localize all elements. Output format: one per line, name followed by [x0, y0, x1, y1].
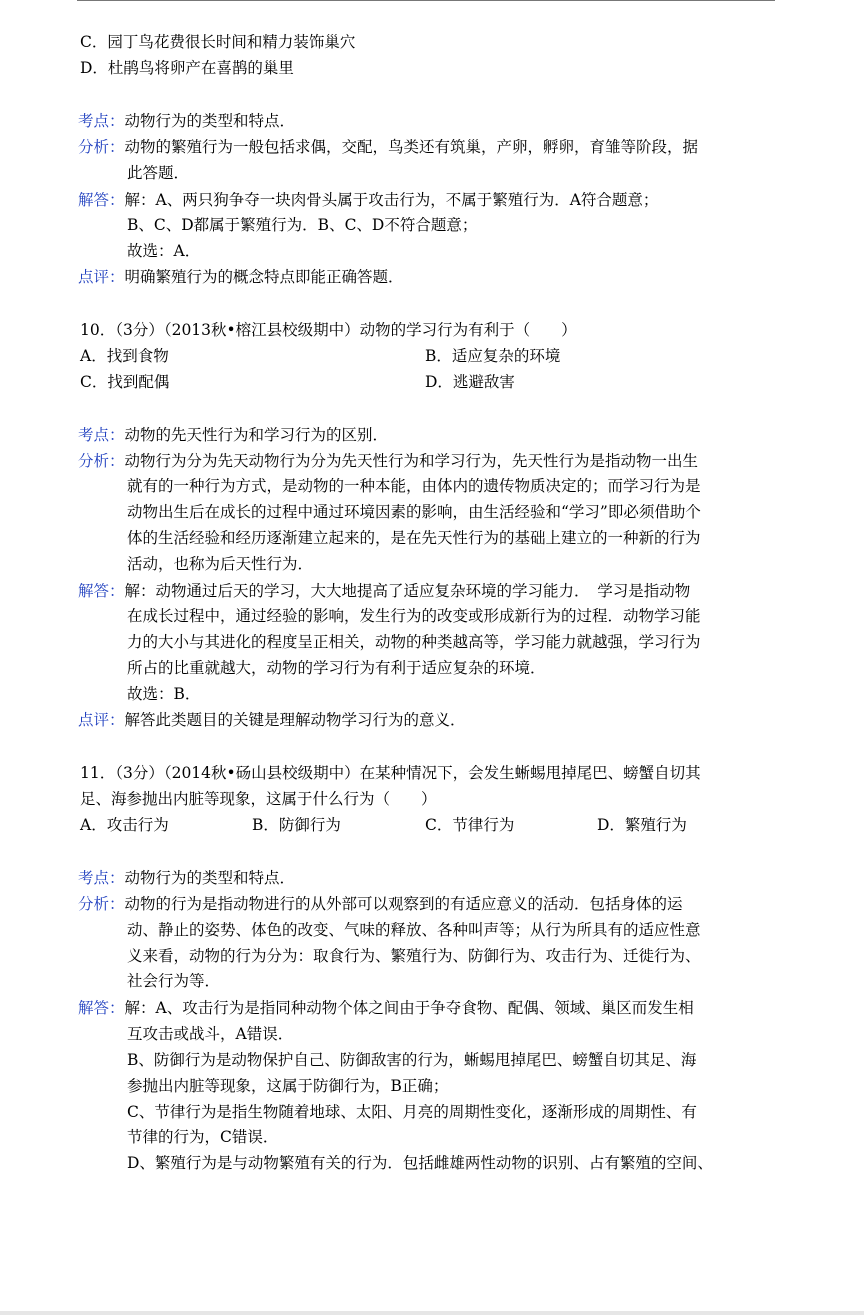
q9-jieda-line-2: B、C、D都属于繁殖行为．B、C、D不符合题意； [127, 216, 478, 234]
fenxi-label: 分析： [78, 452, 125, 470]
q9-jieda [78, 190, 658, 210]
kaodian-label: 考点： [78, 426, 125, 444]
q10-kaodian-text: 动物的先天性行为和学习行为的区别． [124, 426, 389, 444]
q9-jieda-line-3: 故选：A． [127, 242, 201, 260]
q11-jieda-line-5: C、节律行为是指生物随着地球、太阳、月亮的周期性变化，逐渐形成的周期性、有 [127, 1103, 697, 1121]
dianping-label: 点评： [78, 711, 125, 729]
q11-option-b: B．防御行为 [252, 816, 341, 834]
q11-jieda-line-1: 解：A、攻击行为是指同种动物个体之间由于争夺食物、配偶、领域、巢区而发生相 [124, 999, 694, 1017]
q10-fenxi-line-5: 活动，也称为后天性行为． [127, 555, 314, 573]
jieda-label: 解答： [78, 191, 125, 209]
q11-stem-line-1: 11．（3分）（2014秋•砀山县校级期中）在某种情况下，会发生蜥蜴甩掉尾巴、螃蟹自切其 [80, 764, 701, 782]
q9-fenxi-line-1: 动物的繁殖行为一般包括求偶，交配，鸟类还有筑巢，产卵，孵卵，育雏等阶段，据 [124, 138, 699, 156]
q11-fenxi-line-1: 动物的行为是指动物进行的从外部可以观察到的有适应意义的活动．包括身体的运 [124, 895, 683, 913]
q11-option-d: D．繁殖行为 [597, 816, 687, 834]
fenxi-label: 分析： [78, 138, 125, 156]
q9-kaodian-text: 动物行为的类型和特点． [124, 112, 296, 130]
q11-jieda-line-2: 互攻击或战斗，A错误． [127, 1025, 294, 1043]
q10-fenxi-line-2: 就有的一种行为方式，是动物的一种本能，由体内的遗传物质决定的；而学习行为是 [127, 477, 701, 495]
q10-fenxi-line-3: 动物出生后在成长的过程中通过环境因素的影响，由生活经验和“学习”即必须借助个 [127, 503, 701, 521]
q11-fenxi-line-4: 社会行为等． [127, 972, 221, 990]
dianping-label: 点评： [78, 268, 125, 286]
q10-jieda-line-1: 解：动物通过后天的学习，大大地提高了适应复杂环境的学习能力． 学习是指动物 [124, 582, 691, 600]
q11-jieda-line-4: 参抛出内脏等现象，这属于防御行为，B正确； [127, 1077, 449, 1095]
q11-jieda-line-7: D、繁殖行为是与动物繁殖有关的行为．包括雌雄两性动物的识别、占有繁殖的空间、 [127, 1154, 713, 1172]
q9-fenxi [78, 137, 698, 157]
q11-fenxi-line-3: 义来看，动物的行为分为：取食行为、繁殖行为、防御行为、攻击行为、迁徙行为、 [127, 947, 701, 965]
q10-option-a: A．找到食物 [80, 347, 169, 365]
q9-option-c: C．园丁鸟花费很长时间和精力装饰巢穴 [80, 33, 356, 51]
q10-dianping-text: 解答此类题目的关键是理解动物学习行为的意义． [124, 711, 466, 729]
q10-option-b: B．适应复杂的环境 [425, 347, 561, 365]
page-bottom-edge [0, 1311, 864, 1315]
q9-fenxi-line-2: 此答题． [127, 164, 190, 182]
q10-option-d: D．逃避敌害 [425, 373, 515, 391]
q10-fenxi-line-1: 动物行为分为先天动物行为分为先天性行为和学习行为，先天性行为是指动物一出生 [124, 452, 699, 470]
q11-option-c: C．节律行为 [425, 816, 515, 834]
q10-stem: 10．（3分）（2013秋•榕江县校级期中）动物的学习行为有利于（ ） [80, 321, 577, 339]
q10-fenxi [78, 451, 698, 471]
q10-dianping [78, 710, 466, 730]
q11-kaodian [78, 868, 295, 888]
q10-fenxi-line-4: 体的生活经验和经历逐渐建立起来的，是在先天性行为的基础上建立的一种新的行为 [127, 529, 701, 547]
q11-fenxi [78, 894, 683, 914]
q11-fenxi-line-2: 动、静止的姿势、体色的改变、气味的释放、各种叫声等；从行为所具有的适应性意 [127, 921, 701, 939]
jieda-label: 解答： [78, 999, 125, 1017]
q9-dianping-text: 明确繁殖行为的概念特点即能正确答题． [124, 268, 404, 286]
kaodian-label: 考点： [78, 869, 125, 887]
fenxi-label: 分析： [78, 895, 125, 913]
q9-option-d: D．杜鹃鸟将卵产在喜鹊的巢里 [80, 59, 294, 77]
kaodian-label: 考点： [78, 112, 125, 130]
q10-jieda-line-4: 所占的比重就越大，动物的学习行为有利于适应复杂的环境． [127, 659, 546, 677]
q10-jieda-line-5: 故选：B． [127, 685, 201, 703]
q10-option-c: C．找到配偶 [80, 373, 170, 391]
q9-jieda-line-1: 解：A、两只狗争夺一块肉骨头属于攻击行为，不属于繁殖行为．A符合题意； [124, 191, 659, 209]
jieda-label: 解答： [78, 582, 125, 600]
q11-option-a: A．攻击行为 [80, 816, 169, 834]
q11-stem-line-2: 足、海参抛出内脏等现象，这属于什么行为（ ） [80, 790, 437, 808]
q11-jieda-line-3: B、防御行为是动物保护自己、防御敌害的行为，蜥蜴甩掉尾巴、螃蟹自切其足、海 [127, 1051, 697, 1069]
q10-jieda [78, 581, 690, 601]
q11-jieda-line-6: 节律的行为，C错误． [127, 1128, 279, 1146]
q10-jieda-line-2: 在成长过程中，通过经验的影响，发生行为的改变或形成新行为的过程．动物学习能 [127, 607, 701, 625]
q9-dianping [78, 267, 404, 287]
q11-kaodian-text: 动物行为的类型和特点． [124, 869, 296, 887]
q10-kaodian [78, 425, 388, 445]
top-rule [77, 0, 775, 1]
q10-jieda-line-3: 力的大小与其进化的程度呈正相关，动物的种类越高等，学习能力就越强，学习行为 [127, 633, 701, 651]
q9-kaodian [78, 111, 295, 131]
q11-jieda [78, 998, 694, 1018]
